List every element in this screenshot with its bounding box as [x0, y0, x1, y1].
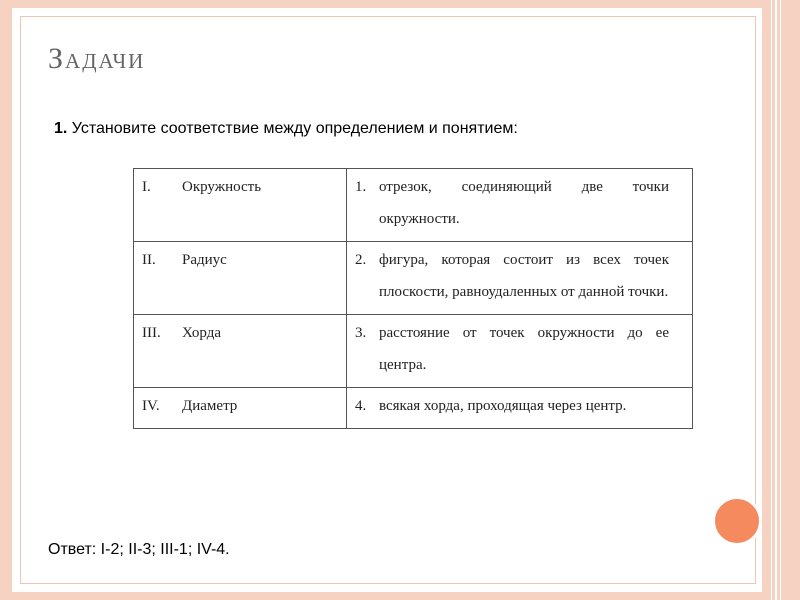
definition-number: 4.	[355, 398, 367, 414]
term-number: I.	[142, 179, 151, 195]
table-row	[134, 242, 693, 315]
task-statement	[54, 120, 518, 138]
answer-text: Ответ: I-2; II-3; III-1; IV-4.	[48, 541, 230, 558]
term-cell	[134, 388, 347, 429]
definition-cell	[347, 315, 693, 388]
term-number: III.	[142, 325, 161, 341]
border-top	[0, 0, 800, 8]
term-label: Радиус	[182, 252, 227, 268]
border-left	[0, 0, 12, 600]
table-row	[134, 388, 693, 429]
matching-table	[133, 168, 693, 429]
term-number: II.	[142, 252, 156, 268]
right-stripe	[775, 0, 777, 600]
definition-text: отрезок, соединяющий две точки окружности.	[379, 179, 669, 227]
definition-text: расстояние от точек окружности до ее центра.	[379, 325, 669, 373]
task-number: 1.	[54, 120, 68, 137]
term-label: Хорда	[182, 325, 221, 341]
border-bottom	[0, 592, 800, 600]
definition-cell	[347, 388, 693, 429]
right-stripe	[771, 0, 772, 600]
definition-cell	[347, 169, 693, 242]
table-row	[134, 315, 693, 388]
definition-text: всякая хорда, проходящая через центр.	[379, 398, 627, 414]
term-cell	[134, 169, 347, 242]
definition-number: 3.	[355, 325, 367, 341]
slide-title: Задачи	[48, 42, 146, 75]
term-cell	[134, 315, 347, 388]
definition-number: 2.	[355, 252, 367, 268]
definition-text: фигура, которая состоит из всех точек плоскости, равноудаленных от данной точки.	[379, 252, 669, 300]
definition-number: 1.	[355, 179, 367, 195]
term-label: Окружность	[182, 179, 262, 195]
decorative-circle	[712, 496, 762, 546]
definition-cell	[347, 242, 693, 315]
table-row	[134, 169, 693, 242]
term-label: Диаметр	[182, 398, 238, 414]
right-stripe	[780, 0, 781, 600]
term-cell	[134, 242, 347, 315]
term-number: IV.	[142, 398, 160, 414]
right-decor-band	[762, 0, 800, 600]
task-text: Установите соответствие между определением и понятием:	[67, 120, 518, 137]
